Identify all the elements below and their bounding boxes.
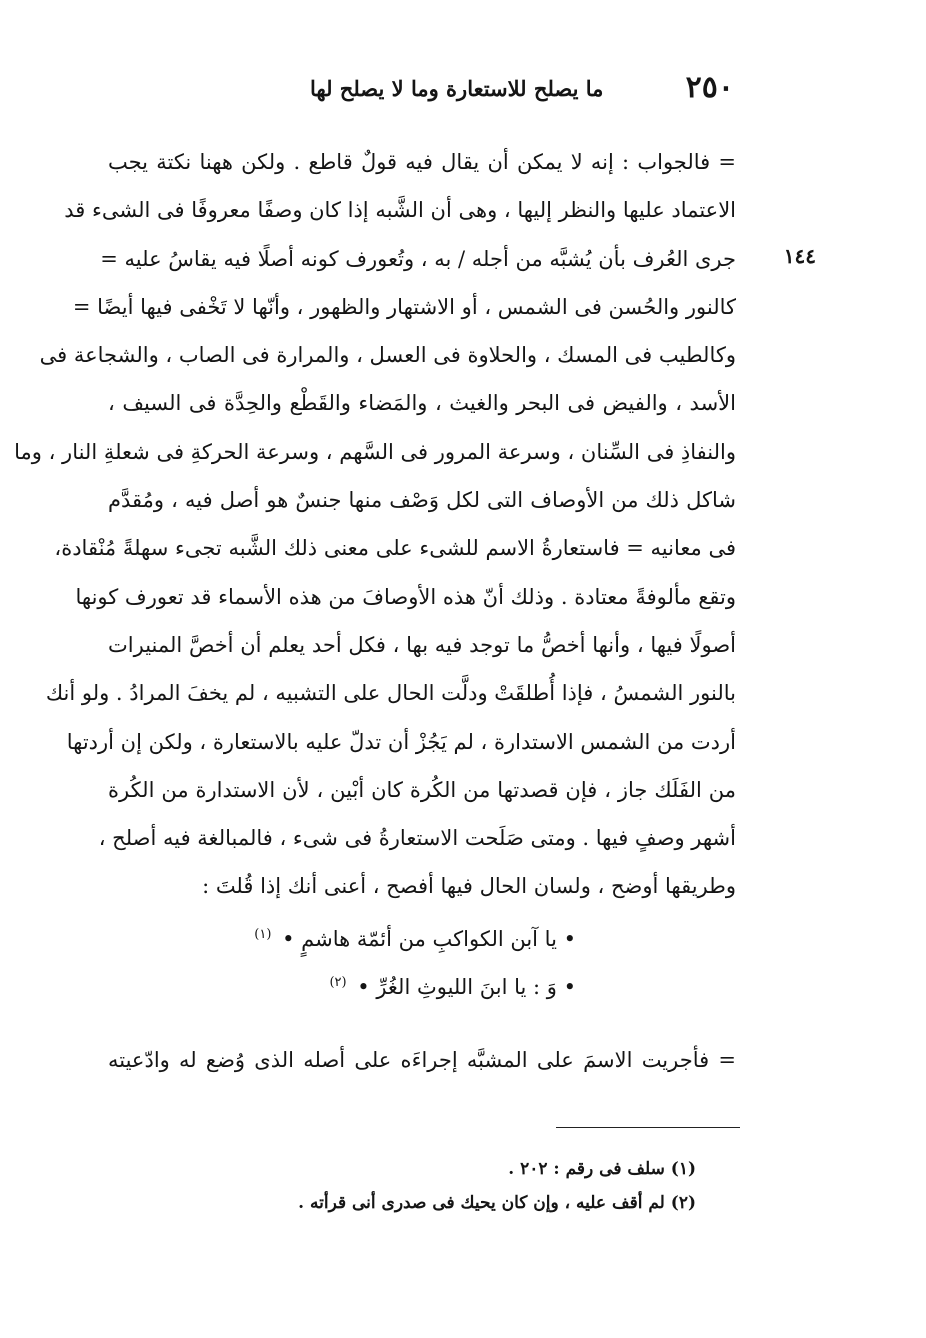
footnote-separator xyxy=(556,1127,740,1128)
text-line: وكالطيب فى المسك ، والحلاوة فى العسل ، والمرارة فى الصاب ، والشجاعة فى xyxy=(39,343,736,368)
verse-text: • وَ : يا ابنَ الليوثِ الغُرِّ • xyxy=(357,974,576,999)
continuation-line: = فأجريت الاسمَ على المشبَّه إجراءَه على أصله الذى وُضع له وادّعيته xyxy=(108,1048,736,1072)
main-text xyxy=(14,138,736,1007)
footnote: (١) سلف فى رقم : ٢٠٢ . xyxy=(508,1159,696,1179)
footnote-marker: (٢) xyxy=(329,974,347,990)
running-title: ما يصلح للاستعارة وما لا يصلح لها xyxy=(310,76,604,101)
text-line: وتقع مألوفةً معتادة . وذلك أنّ هذه الأوصافَ من هذه الأسماء قد تعورف كونها xyxy=(75,584,736,609)
footnote-marker: (١) xyxy=(254,926,272,942)
text-line: أردت من الشمس الاستدارة ، لم يَجُزْ أن تدلّ عليه بالاستعارة ، ولكن إن أردتها xyxy=(66,729,736,754)
text-line: أصولًا فيها ، وأنها أخصُّ ما توجد فيه بها ، فكل أحد يعلم أن أخصَّ المنيرات xyxy=(108,632,736,657)
text-line: الأسد ، والفيض فى البحر والغيث ، والمَضاء والقَطْع والحِدَّة فى السيف ، xyxy=(108,391,736,416)
footnotes xyxy=(176,1152,696,1220)
footnote: (٢) لم أقف عليه ، وإن كان يحيك فى صدرى أنى قرأته . xyxy=(298,1193,696,1213)
text-line: والنفاذِ فى السِّنان ، وسرعة المرور فى السَّهم ، وسرعة الحركةِ فى شعلةِ النار ، وما xyxy=(14,439,736,464)
text-line: كالنور والحُسن فى الشمس ، أو الاشتهار والظهور ، وأنّها لا تَخْفى فيها أيضًا = xyxy=(72,294,736,319)
verse-line xyxy=(108,959,736,1007)
text-line: من الفَلَك جاز ، فإن قصدتها من الكُرة كان أبْين ، لأن الاستدارة من الكُرة xyxy=(108,777,736,802)
verse-line xyxy=(108,911,736,959)
text-line: = فالجواب : إنه لا يمكن أن يقال فيه قولٌ قاطع . ولكن ههنا نكتة يجب xyxy=(108,150,736,174)
text-line: جرى العُرف بأن يُشبَّه من أجله / به ، وتُعورف كونه أصلًا فيه يقاسُ عليه = xyxy=(100,246,736,271)
page-number: ٢٥٠ xyxy=(685,70,734,105)
text-line: بالنور الشمسُ ، فإذا أُطلقَتْ ودلَّت الحال على التشبيه ، لم يخفَ المرادُ . ولو أنك xyxy=(45,681,736,706)
text-line: أشهر وصفٍ فيها . ومتى صَلَحت الاستعارةُ فى شىء ، فالمبالغة فيه أصلح ، xyxy=(98,826,736,851)
margin-reference-number: ١٤٤ xyxy=(783,244,816,268)
text-line: وطريقها أوضح ، ولسان الحال فيها أفصح ، أعنى أنك إذا قُلتَ : xyxy=(202,874,736,899)
text-line: فى معانيه = فاستعارةُ الاسم للشىء على معنى ذلك الشَّبه تجىء سهلةً مُنْقادة، xyxy=(54,536,736,561)
page-header xyxy=(310,70,734,106)
text-line: الاعتماد عليها والنظر إليها ، وهى أن الشَّبه إذا كان وصفًا معروفًا فى الشىء قد xyxy=(64,198,736,223)
text-line: شاكل ذلك من الأوصاف التى لكل وَصْف منها جنسٌ هو أصل فيه ، ومُقدَّم xyxy=(108,488,736,513)
verse-text: • يا آبن الكواكبِ من أئمّة هاشمٍ • xyxy=(282,926,576,951)
